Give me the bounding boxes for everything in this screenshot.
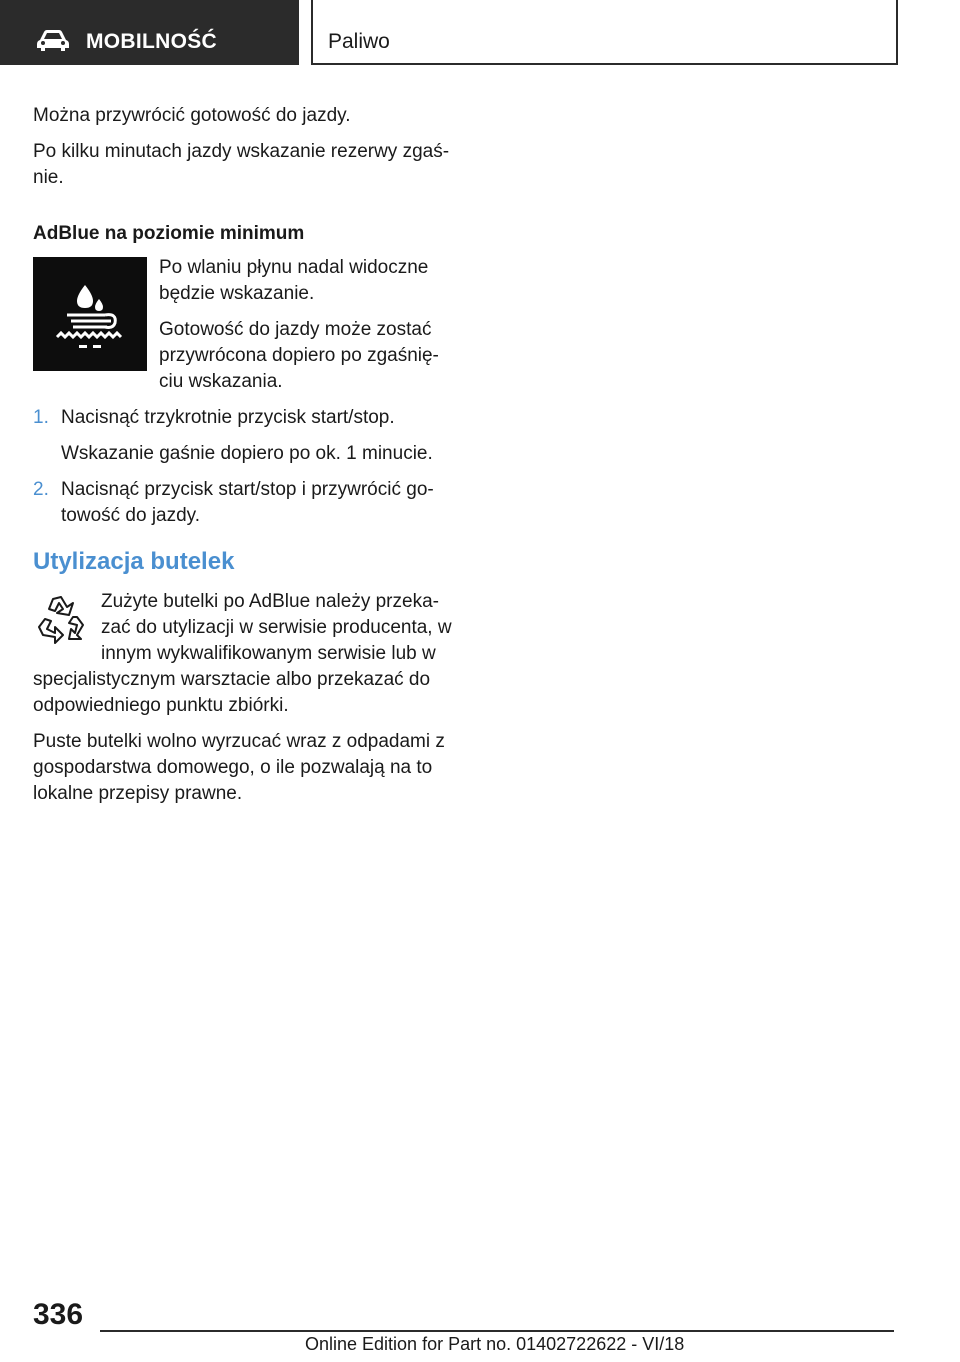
paragraph-adblue-2: Gotowość do jazdy może zostać przywrócona dopiero po zgaśnię-ciu wskazania. xyxy=(159,319,439,392)
list-item xyxy=(33,477,453,529)
adblue-warning-icon xyxy=(33,257,147,371)
step-subtext: Wskazanie gaśnie dopiero po ok. 1 minucie. xyxy=(61,443,433,464)
footer-edition: Online Edition for Part no. 01402722622 - VI/18 xyxy=(305,1334,685,1354)
paragraph-recycle-2: Puste butelki wolno wyrzucać wraz z odpadami z gospodarstwa domowego, o ile pozwalają na to lokalne przepisy prawne. xyxy=(33,731,445,804)
paragraph-ready: Można przywrócić gotowość do jazdy. xyxy=(33,105,351,126)
list-item xyxy=(33,405,453,467)
step-number: 1. xyxy=(33,407,49,428)
recycle-block xyxy=(33,589,453,807)
page-number: 336 xyxy=(33,1298,84,1331)
steps-list xyxy=(33,405,453,529)
page-content xyxy=(33,103,453,817)
header-chapter-box xyxy=(311,0,898,65)
step-text: Nacisnąć trzykrotnie przycisk start/stop. xyxy=(61,407,395,428)
car-icon xyxy=(36,28,70,52)
chapter-label: Paliwo xyxy=(328,30,390,53)
footer-divider xyxy=(100,1330,894,1332)
paragraph-recycle-1: Zużyte butelki po AdBlue należy przeka-zać do utylizacji w serwisie producenta, w innym wykwalifikowanym serwisie lub w specjalistycznym warsztacie albo przekazać do odpowiedniego punktu zbiórki. xyxy=(33,591,452,716)
paragraph-reserve: Po kilku minutach jazdy wskazanie rezerwy zgaś-nie. xyxy=(33,141,450,188)
section-label: MOBILNOŚĆ xyxy=(86,30,218,53)
header-section-tab xyxy=(0,0,299,65)
step-text: Nacisnąć przycisk start/stop i przywrócić go-towość do jazdy. xyxy=(61,479,434,526)
adblue-text xyxy=(159,255,453,395)
subheading-adblue-minimum: AdBlue na poziomie minimum xyxy=(33,223,305,244)
paragraph-adblue-1: Po wlaniu płynu nadal widoczne będzie wskazanie. xyxy=(159,257,429,304)
step-number: 2. xyxy=(33,479,49,500)
recycle-icon xyxy=(33,591,89,647)
adblue-block xyxy=(33,255,453,395)
section-title: Utylizacja butelek xyxy=(33,548,235,575)
